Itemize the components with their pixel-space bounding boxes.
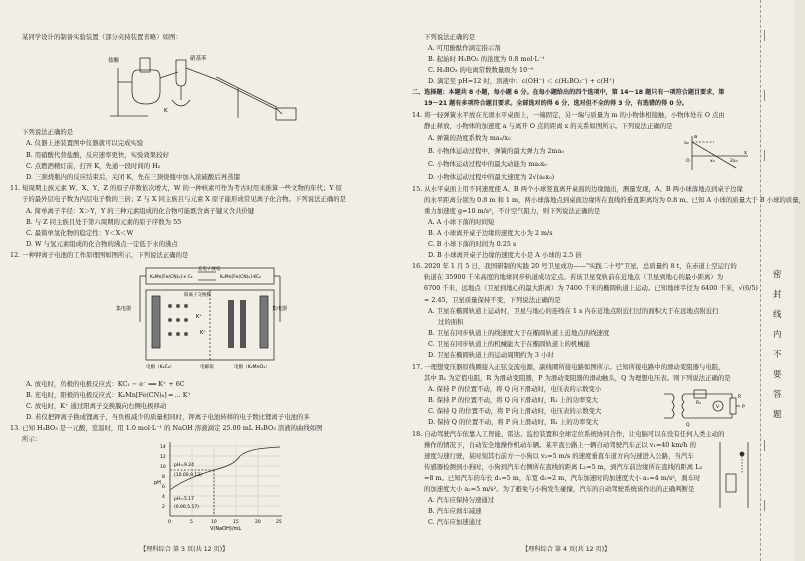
q16-option-a: A. 卫星在椭圆轨道上运动时，卫星与地心的连线在 1 s 内在近地点附近扫过的面积大于在远地点附近扫 [428, 307, 719, 315]
circuit-r: R [738, 395, 742, 400]
q16-stem-2: 轨道在 35900 千米高度的地球同步轨道成功定点。若该卫星变轨前在近地点（卫星到地心的最小距离）为 [424, 273, 724, 281]
q13-option-d: D. 滴定至 pH=12 时，溶液中：c(OH⁻) ＜ c(H₂BO₃⁻) + c(H⁺) [428, 77, 615, 85]
page-footer-left: 【理科综合 第 3 页(共 12 页)】 [140, 546, 229, 553]
section-2-heading-2: 19～21 题有多项符合题目要求。全部选对的得 6 分，选对但不全的得 3 分，有选错的得 0 分。 [424, 100, 688, 107]
titr-xtick: 10 [211, 520, 217, 525]
graph14-2x0: 2x₀ [730, 159, 738, 164]
battery-ion-label: K⁺ [196, 314, 202, 320]
titr-xtick: 25 [276, 520, 282, 525]
q18-stem-6: 的加速度大小 a₂=5 m/s²。为了避免与小狗发生碰撞，汽车的自动驾驶系统该作出的正确判断是 [424, 485, 695, 493]
battery-bottom-mid: 电解质 [200, 365, 214, 370]
seal-char: 要 [773, 370, 782, 380]
binding-margin [760, 0, 795, 561]
q11-option-b: B. 与 Z 同主族且处于第六周期的元素的原子序数为 55 [26, 218, 182, 226]
q15-stem-2: 的水平距离分别为 0.8 m 和 1 m，两小球落地点到桌面边缘所在直线的垂直距离均为 0.8 m。已知 A 小球的质量大于 B 小球的质量， [424, 196, 805, 204]
q18-option-c: C. 汽车应加速通过 [428, 518, 482, 526]
circuit-v: V [716, 405, 720, 410]
titr-ytick: 4 [162, 495, 165, 500]
battery-bottom-left: 电极（K₂C₆） [146, 365, 175, 370]
q18-stem-4: 传感器检测到小狗时，小狗到汽车右侧所在直线的距离 L₁=5 m，到汽车前边缘所在直线的距离 L₂ [424, 463, 703, 471]
titr-annot-top: pH=9.24 [174, 463, 195, 468]
titr-xtick: 15 [233, 520, 239, 525]
accel-graph [684, 132, 750, 178]
q10-option-a: A. 仪器上述装置图中仪器就可以完成实验 [26, 139, 144, 147]
q15-stem: 15. 从水平桌面上用不同速度使 A、B 两个小球竖直离开桌面的边缘抛出，测量发现，A、B 两小球落地点到桌子边缘 [412, 185, 743, 193]
q14-stem-2: 静止释放，小物体的加速度 a 与离开 O 点的距离 x 的关系如图所示。下列说法正确的是 [424, 122, 673, 130]
titr-annot-mid: (10.00,9.12) [174, 473, 202, 478]
right-page [412, 0, 805, 561]
q11-stem-2: 子的最外层电子数为内层电子数的三倍；Z 与 X 同主族且与元素 X 原子能形成常见离子化合物。下列说法正确的是 [22, 195, 347, 203]
q16-stem-3: 6700 千米，远地点（卫星到地心的最大距离）为 7400 千米的椭圆轨道上运动。已知地球半径为 6400 千米，√(6/5) [424, 284, 758, 292]
titr-ytick: 2 [162, 505, 165, 510]
q18-stem-3: 速度匀速行驶，某时刻其右前方一小狗以 v₂=5 m/s 的速度垂直车道方向匀速进入公路，当汽车 [424, 452, 694, 460]
q12-stem: 12. 一种钾离子电池的工作原理图如图所示，下列说法正确的是 [10, 251, 189, 259]
svg-text:K: K [164, 108, 168, 114]
q14-option-a: A. 弹簧的劲度系数为 ma₀/x₀ [428, 134, 511, 142]
q14-option-b: B. 小物体运动过程中，弹簧的最大弹力为 2ma₀ [428, 147, 564, 155]
q10-option-d: D. 三颈烧瓶内的反应结束后，关闭 K，先在三颈烧瓶中加入浓硫酸后再蒸馏 [26, 173, 240, 181]
q11-option-a: A. 简单离子半径：X＞Y，Y 的三种元素组成的化合物可能既含离子键又含共价键 [26, 207, 255, 215]
circuit-q: Q [686, 423, 690, 428]
graph14-a0: a₀ [684, 141, 689, 146]
q13-prompt: 下列说法正确的是 [424, 33, 476, 41]
battery-bottom-right: 电极（K₂MnO₄） [234, 365, 270, 370]
q12-option-c: C. 放电时，K⁺ 通过阳离子交换膜向右侧电极移动 [26, 402, 167, 410]
q17-stem: 17. 一理想变压器原线圈接入正弦交流电源，副线圈所接电路如图所示。已知所接电路中的滑动变阻器与电阻， [412, 363, 725, 371]
q15-option-a: A. A 小球下落的时间短 [428, 218, 495, 226]
seal-char: 题 [773, 410, 782, 420]
q13-stem: 13. 已知 H₃BO₃ 是一元酸，室温时，用 1.0 mol·L⁻¹ 的 NaOH 溶液滴定 25.00 mL H₃BO₃ 溶液的曲线如图 [10, 424, 323, 432]
q17-option-c: C. 保持 Q 的位置不动，将 P 向上滑动时，电压表的示数变大 [428, 407, 602, 415]
q16-stem-4: = 2.45，卫星质量保持不变，下列说法正确的是 [424, 296, 561, 304]
battery-top-left: K₂Mn[Fe(CN)₆]·x C₆ [150, 275, 193, 280]
titr-xtick: 0 [168, 520, 171, 525]
q12-option-b: B. 充电时，阳极的电极反应式：K₂Mn[Fe(CN)₆] ═ ... K⁺ [26, 391, 191, 399]
q17-option-d: D. 保持 Q 的位置不动，将 P 向上滑动时，R₁ 上的功率变大 [428, 418, 599, 426]
titr-xlabel: V(NaOH)/mL [210, 526, 242, 532]
seal-char: 线 [773, 310, 782, 320]
q12-option-d: D. 若仅把钾离子换成锂离子，当负极减少的质量相同时，钾离子电池转移的电子数比锂离子电池的多 [26, 413, 310, 421]
q10-option-b: B. 用硝酸代替盐酸，反应速率更快，实验效果较好 [26, 151, 169, 159]
seal-char: 密 [773, 270, 782, 280]
q16-option-c: C. 卫星在同步轨道上的机械能大于在椭圆轨道上的机械能 [428, 340, 591, 348]
page-footer-right: 【理科综合 第 4 页(共 12 页)】 [522, 546, 611, 553]
titr-ytick: 14 [160, 445, 166, 450]
q10-prompt: 下列说法正确的是 [22, 128, 74, 136]
seal-char: 内 [773, 330, 782, 340]
section-2-heading: 二、选择题：本题共 8 小题，每小题 6 分。在每小题给出的四个选项中，第 14～18 题只有一项符合题目要求，第 [412, 89, 725, 96]
titration-figure [150, 440, 290, 536]
titr-ytick: 10 [160, 465, 166, 470]
q18-option-a: A. 汽车应保持匀速通过 [428, 496, 495, 504]
q15-option-c: C. B 小球下落的时间为 0.25 s [428, 240, 517, 248]
q17-stem-2: 其中 R₁ 为定值电阻，R 为滑动变阻器，P 为滑动变阻器的滑动触头，Q 为理想电压表。则下列说法正确的是 [424, 374, 731, 382]
battery-charge-label: 充电 / 放电 [198, 267, 221, 272]
svg-text:盐酸: 盐酸 [108, 58, 120, 64]
q16-option-d: D. 卫星在椭圆轨道上的运动周期约为 3 小时 [428, 351, 554, 359]
seal-char: 封 [773, 290, 782, 300]
apparatus-figure [108, 50, 308, 126]
circuit-r1: R₁ [696, 401, 701, 406]
battery-figure [116, 262, 296, 378]
road-figure [718, 440, 750, 514]
titr-xtick: 20 [255, 520, 261, 525]
titr-ytick: 8 [162, 475, 165, 480]
q15-option-d: D. B 小球离开桌子边缘的速度大小是 A 小球的 2.5 倍 [428, 251, 582, 259]
transformer-circuit [662, 386, 750, 434]
circuit-p: P [742, 405, 745, 410]
q18-stem-2: 操作的情况下，自动安全地操作机动车辆。某平直公路上一辆自动驾驶汽车正以 v₁=40 km/h 的 [424, 441, 697, 449]
q14-option-d: D. 小物体运动过程中的最大速度为 2√(a₀x₀) [428, 173, 555, 181]
titr-xtick: 5 [190, 520, 193, 525]
q18-stem: 18. 自动驾驶汽车依靠人工智能、雷达、监控装置和全球定位系统协同合作，让电脑可以在没有任何人类主动的 [412, 430, 725, 438]
titr-annot-end: (0.00,5.17) [174, 505, 199, 510]
battery-left-collector: 集电器 [116, 306, 132, 312]
seal-char: 答 [773, 390, 782, 400]
graph14-ylabel: a [694, 134, 698, 140]
q17-option-b: B. 保持 P 的位置不动，将 Q 向下滑动时，R₁ 上的功率变大 [428, 396, 599, 404]
battery-right-collector: 集电器 [272, 306, 288, 312]
battery-ion-label-2: K⁺ [200, 330, 206, 336]
svg-text:硝基苯: 硝基苯 [190, 56, 207, 62]
q15-stem-3: 重力加速度 g=10 m/s²，不计空气阻力，则下列说法正确的是 [424, 207, 601, 215]
q13-option-a: A. 可用酚酞作滴定指示剂 [428, 44, 501, 52]
q16-option-b: B. 卫星在同步轨道上的线速度大于在椭圆轨道上近地点的线速度 [428, 329, 610, 337]
titr-ytick: 12 [160, 455, 166, 460]
q11-option-c: C. 最简单氢化物的稳定性：Y＜X＜W [26, 229, 134, 237]
q12-option-a: A. 放电时，负极的电极反应式：KC₁ − e⁻ ══ K⁺ + 6C [26, 380, 185, 388]
battery-top-right: K₂Mn[Fe(CN)₆]·KC₆ [220, 275, 262, 280]
q11-option-d: D. W 与氢元素组成的化合物的沸点一定低于水的沸点 [26, 240, 178, 248]
graph14-origin: O [686, 159, 690, 164]
q16-option-a-cont: 过的面积 [438, 318, 464, 326]
battery-membrane-label: 阳离子交换膜 [184, 293, 211, 298]
q10-stem: 某同学设计的制备实验装置（部分夹持装置省略）如图： [22, 33, 182, 41]
titr-ylabel: pH [154, 480, 161, 486]
q13-option-b: B. 起始时 H₃BO₃ 的浓度为 0.8 mol·L⁻¹ [428, 55, 545, 63]
q15-option-b: B. A 小球离开桌子边缘的速度大小为 2 m/s [428, 229, 553, 237]
q10-option-c: C. 点燃酒精灯前，打开 K，先通一段时间的 H₂ [26, 162, 161, 170]
left-page [10, 0, 395, 561]
q14-stem: 14. 将一轻弹簧水平放在光滑水平桌面上，一端固定，另一端与质量为 m 的小物体相接触，小物体处在 O 点由 [412, 111, 725, 119]
seal-char: 不 [773, 350, 782, 360]
q14-option-c: C. 小物体运动过程中的最大动能为 ma₀x₀ [428, 160, 547, 168]
graph14-xlabel: x [744, 150, 747, 156]
titr-annot-low: pH=5.17 [174, 497, 195, 502]
q13-stem-2: 所示： [22, 435, 42, 443]
q18-stem-5: =8 m。已知汽车的车长 d₁=5 m，车宽 d₂=2 m，汽车加速时的加速度大小 a₁=4 m/s²，刹车时 [424, 474, 701, 482]
q11-stem-1: 11. 短周期主族元素 W、X、Y、Z 的原子序数依次增大，W 的一种核素可作为考古时用来推算一些文物的年代；Y 原 [10, 184, 343, 192]
q18-option-b: B. 汽车应刹车减速 [428, 507, 482, 515]
q17-option-a: A. 保持 P 的位置不动，将 Q 向下滑动时，电压表的示数变小 [428, 385, 602, 393]
graph14-x0: x₀ [710, 159, 715, 164]
q13-option-c: C. H₃BO₃ 的电离常数数量级为 10⁻⁹ [428, 66, 534, 74]
q16-stem: 16. 2020 年 1 月 5 日，我国研制的实践 20 号卫星成功——"实践二十号"卫星，总质量约 8 t，在赤道上空运行的 [412, 262, 737, 270]
titr-ytick: 6 [162, 485, 165, 490]
